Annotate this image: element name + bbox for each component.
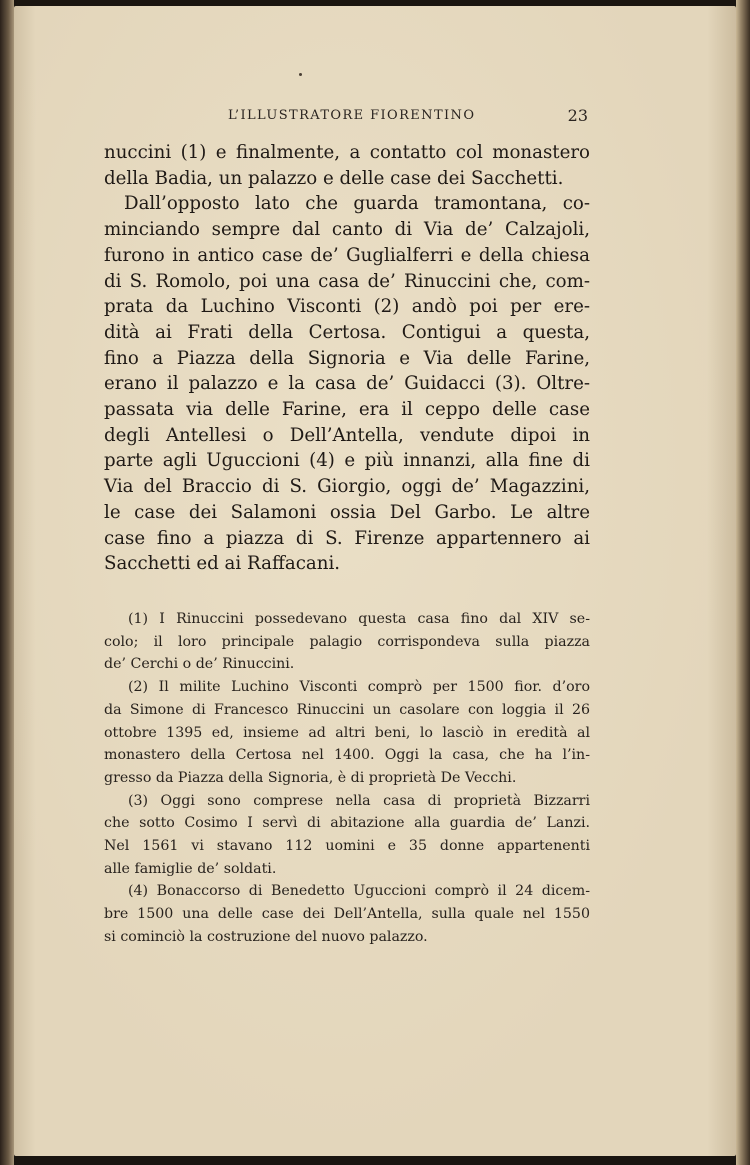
footnote-line: gresso da Piazza della Signoria, è di proprietà De Vecchi.: [104, 769, 517, 786]
page-number: 23: [567, 106, 588, 125]
text-line: le case dei Salamoni ossia Del Garbo. Le altre: [104, 501, 590, 523]
footnote-line: colo; il loro principale palagio corrispondeva sulla piazza: [104, 633, 590, 650]
text-line: Via del Braccio di S. Giorgio, oggi de’ Magazzini,: [104, 476, 590, 498]
text-line: case fino a piazza di S. Firenze appartennero ai: [104, 527, 590, 549]
binding-shadow: [0, 0, 14, 1165]
running-header: [100, 108, 588, 128]
text-line: degli Antellesi o Dell’Antella, vendute dipoi in: [104, 424, 590, 446]
running-title: L’ILLUSTRATORE FIORENTINO: [228, 108, 476, 123]
text-line: nuccini (1) e finalmente, a contatto col monastero: [104, 142, 590, 163]
footnote-line: bre 1500 una delle case dei Dell’Antella, sulla quale nel 1550: [104, 906, 590, 923]
main-text: [104, 140, 590, 577]
text-line: della Badia, un palazzo e delle case dei Sacchetti.: [104, 167, 564, 189]
text-line: furono in antico case de’ Guglialferri e della chiesa: [104, 244, 590, 266]
print-speck: [299, 73, 302, 76]
footnote-line: (2) Il milite Luchino Visconti comprò per 1500 fior. d’oro: [128, 679, 590, 696]
text-line: di S. Romolo, poi una casa de’ Rinuccini che, com-: [104, 270, 590, 292]
text-line: passata via delle Farine, era il ceppo delle case: [104, 399, 590, 421]
text-line: parte agli Uguccioni (4) e più innanzi, alla fine di: [104, 450, 590, 472]
page-edge: [736, 0, 750, 1165]
footnote-line: si cominciò la costruzione del nuovo palazzo.: [104, 928, 428, 945]
footnote-line: Nel 1561 vi stavano 112 uomini e 35 donne appartenenti: [104, 838, 590, 855]
text-line: prata da Luchino Visconti (2) andò poi per ere-: [104, 296, 590, 318]
footnote-line: ottobre 1395 ed, insieme ad altri beni, lo lasciò in eredità al: [104, 724, 590, 741]
footnote-line: da Simone di Francesco Rinuccini un casolare con loggia il 26: [104, 701, 590, 718]
text-line: erano il palazzo e la casa de’ Guidacci (3). Oltre-: [104, 373, 590, 395]
footnote-line: monastero della Certosa nel 1400. Oggi la casa, che ha l’in-: [104, 747, 590, 764]
footnotes: [104, 608, 590, 949]
footnote-line: (3) Oggi sono comprese nella casa di proprietà Bizzarri: [128, 792, 590, 809]
footnote-line: alle famiglie de’ soldati.: [104, 860, 277, 877]
text-line: Dall’opposto lato che guarda tramontana, co-: [124, 193, 590, 215]
footnote-line: (4) Bonaccorso di Benedetto Uguccioni comprò il 24 dicem-: [128, 883, 590, 900]
text-line: minciando sempre dal canto di Via de’ Calzajoli,: [104, 219, 590, 241]
footnote-line: che sotto Cosimo I servì di abitazione alla guardia de’ Lanzi.: [104, 815, 590, 832]
text-line: Sacchetti ed ai Raffacani.: [104, 553, 341, 575]
text-line: dità ai Frati della Certosa. Contigui a questa,: [104, 321, 590, 343]
footnote-line: (1) I Rinuccini possedevano questa casa fino dal XIV se-: [128, 611, 590, 627]
text-line: fino a Piazza della Signoria e Via delle Farine,: [104, 347, 590, 369]
footnote-line: de’ Cerchi o de’ Rinuccini.: [104, 656, 295, 673]
